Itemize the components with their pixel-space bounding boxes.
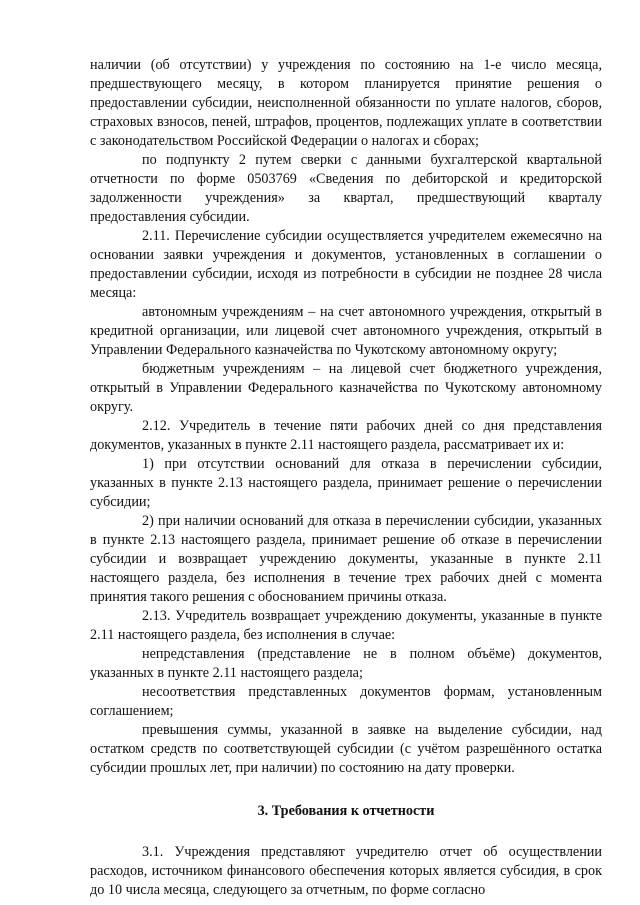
paragraph-2-13-case-excess: превышения суммы, указанной в заявке на выделение субсидии, над остатком средств по соответствующей субсидии (с учётом разрешённого остатка субсидии прошлых лет, при наличии) по состоянию на дату проверки. (90, 722, 602, 776)
paragraph-2-13-case-nonconformity: несоответствия представленных документов формам, установленным соглашением; (90, 684, 602, 719)
section-heading: 3. Требования к отчетности (257, 803, 435, 819)
paragraph-2-12-item-2: 2) при наличии оснований для отказа в перечислении субсидии, указанных в пункте 2.13 настоящего раздела, принимает решение об отказе в перечислении субсидии и возвращает учреждению документы, указанные в пункте 2.11 настоящего раздела, без исполнения в течение трех рабочих дней с момента принятия такого решения с обоснованием причины отказа. (90, 513, 602, 605)
paragraph-3-1: 3.1. Учреждения представляют учредителю отчет об осуществлении расходов, источником финансового обеспечения которых является субсидия, в срок до 10 числа месяца, следующего за отчетным, по форме согласно (90, 844, 602, 898)
paragraph-budget-institutions: бюджетным учреждениям – на лицевой счет бюджетного учреждения, открытый в Управлении Федерального казначейства по Чукотскому автономному округу. (90, 361, 602, 415)
paragraph-subpoint-2-check: по подпункту 2 путем сверки с данными бухгалтерской квартальной отчетности по форме 0503769 «Сведения по дебиторской и кредиторской задолженности учреждения» за квартал, предшествующий кварталу предоставления субсидии. (90, 152, 602, 225)
document-page (90, 56, 602, 900)
paragraph-2-12-item-1: 1) при отсутствии оснований для отказа в перечислении субсидии, указанных в пункте 2.13 настоящего раздела, принимает решение о перечислении субсидии; (90, 456, 602, 510)
paragraph-2-12: 2.12. Учредитель в течение пяти рабочих дней со дня представления документов, указанных в пункте 2.11 настоящего раздела, рассматривает их и: (90, 418, 602, 453)
paragraph-2-13-case-nonsubmission: непредставления (представление не в полном объёме) документов, указанных в пункте 2.11 настоящего раздела; (90, 646, 602, 681)
paragraph-autonomous-institutions: автономным учреждениям – на счет автономного учреждения, открытый в кредитной организации, или лицевой счет автономного учреждения, открытый в Управлении Федерального казначейства по Чукотскому автономному округу; (90, 304, 602, 358)
paragraph-2-11: 2.11. Перечисление субсидии осуществляется учредителем ежемесячно на основании заявки учреждения и документов, установленных в соглашении о предоставлении субсидии, исходя из потребности в субсидии не позднее 28 числа месяца: (90, 228, 602, 301)
paragraph-tax-arrears-continuation: наличии (об отсутствии) у учреждения по состоянию на 1-е число месяца, предшествующего месяцу, в котором планируется принятие решения о предоставлении субсидии, неисполненной обязанности по уплате налогов, сборов, страховых взносов, пеней, штрафов, процентов, подлежащих уплате в соответствии с законодательством Российской Федерации о налогах и сборах; (90, 57, 602, 149)
paragraph-2-13: 2.13. Учредитель возвращает учреждению документы, указанные в пункте 2.11 настоящего раздела, без исполнения в случае: (90, 608, 602, 643)
